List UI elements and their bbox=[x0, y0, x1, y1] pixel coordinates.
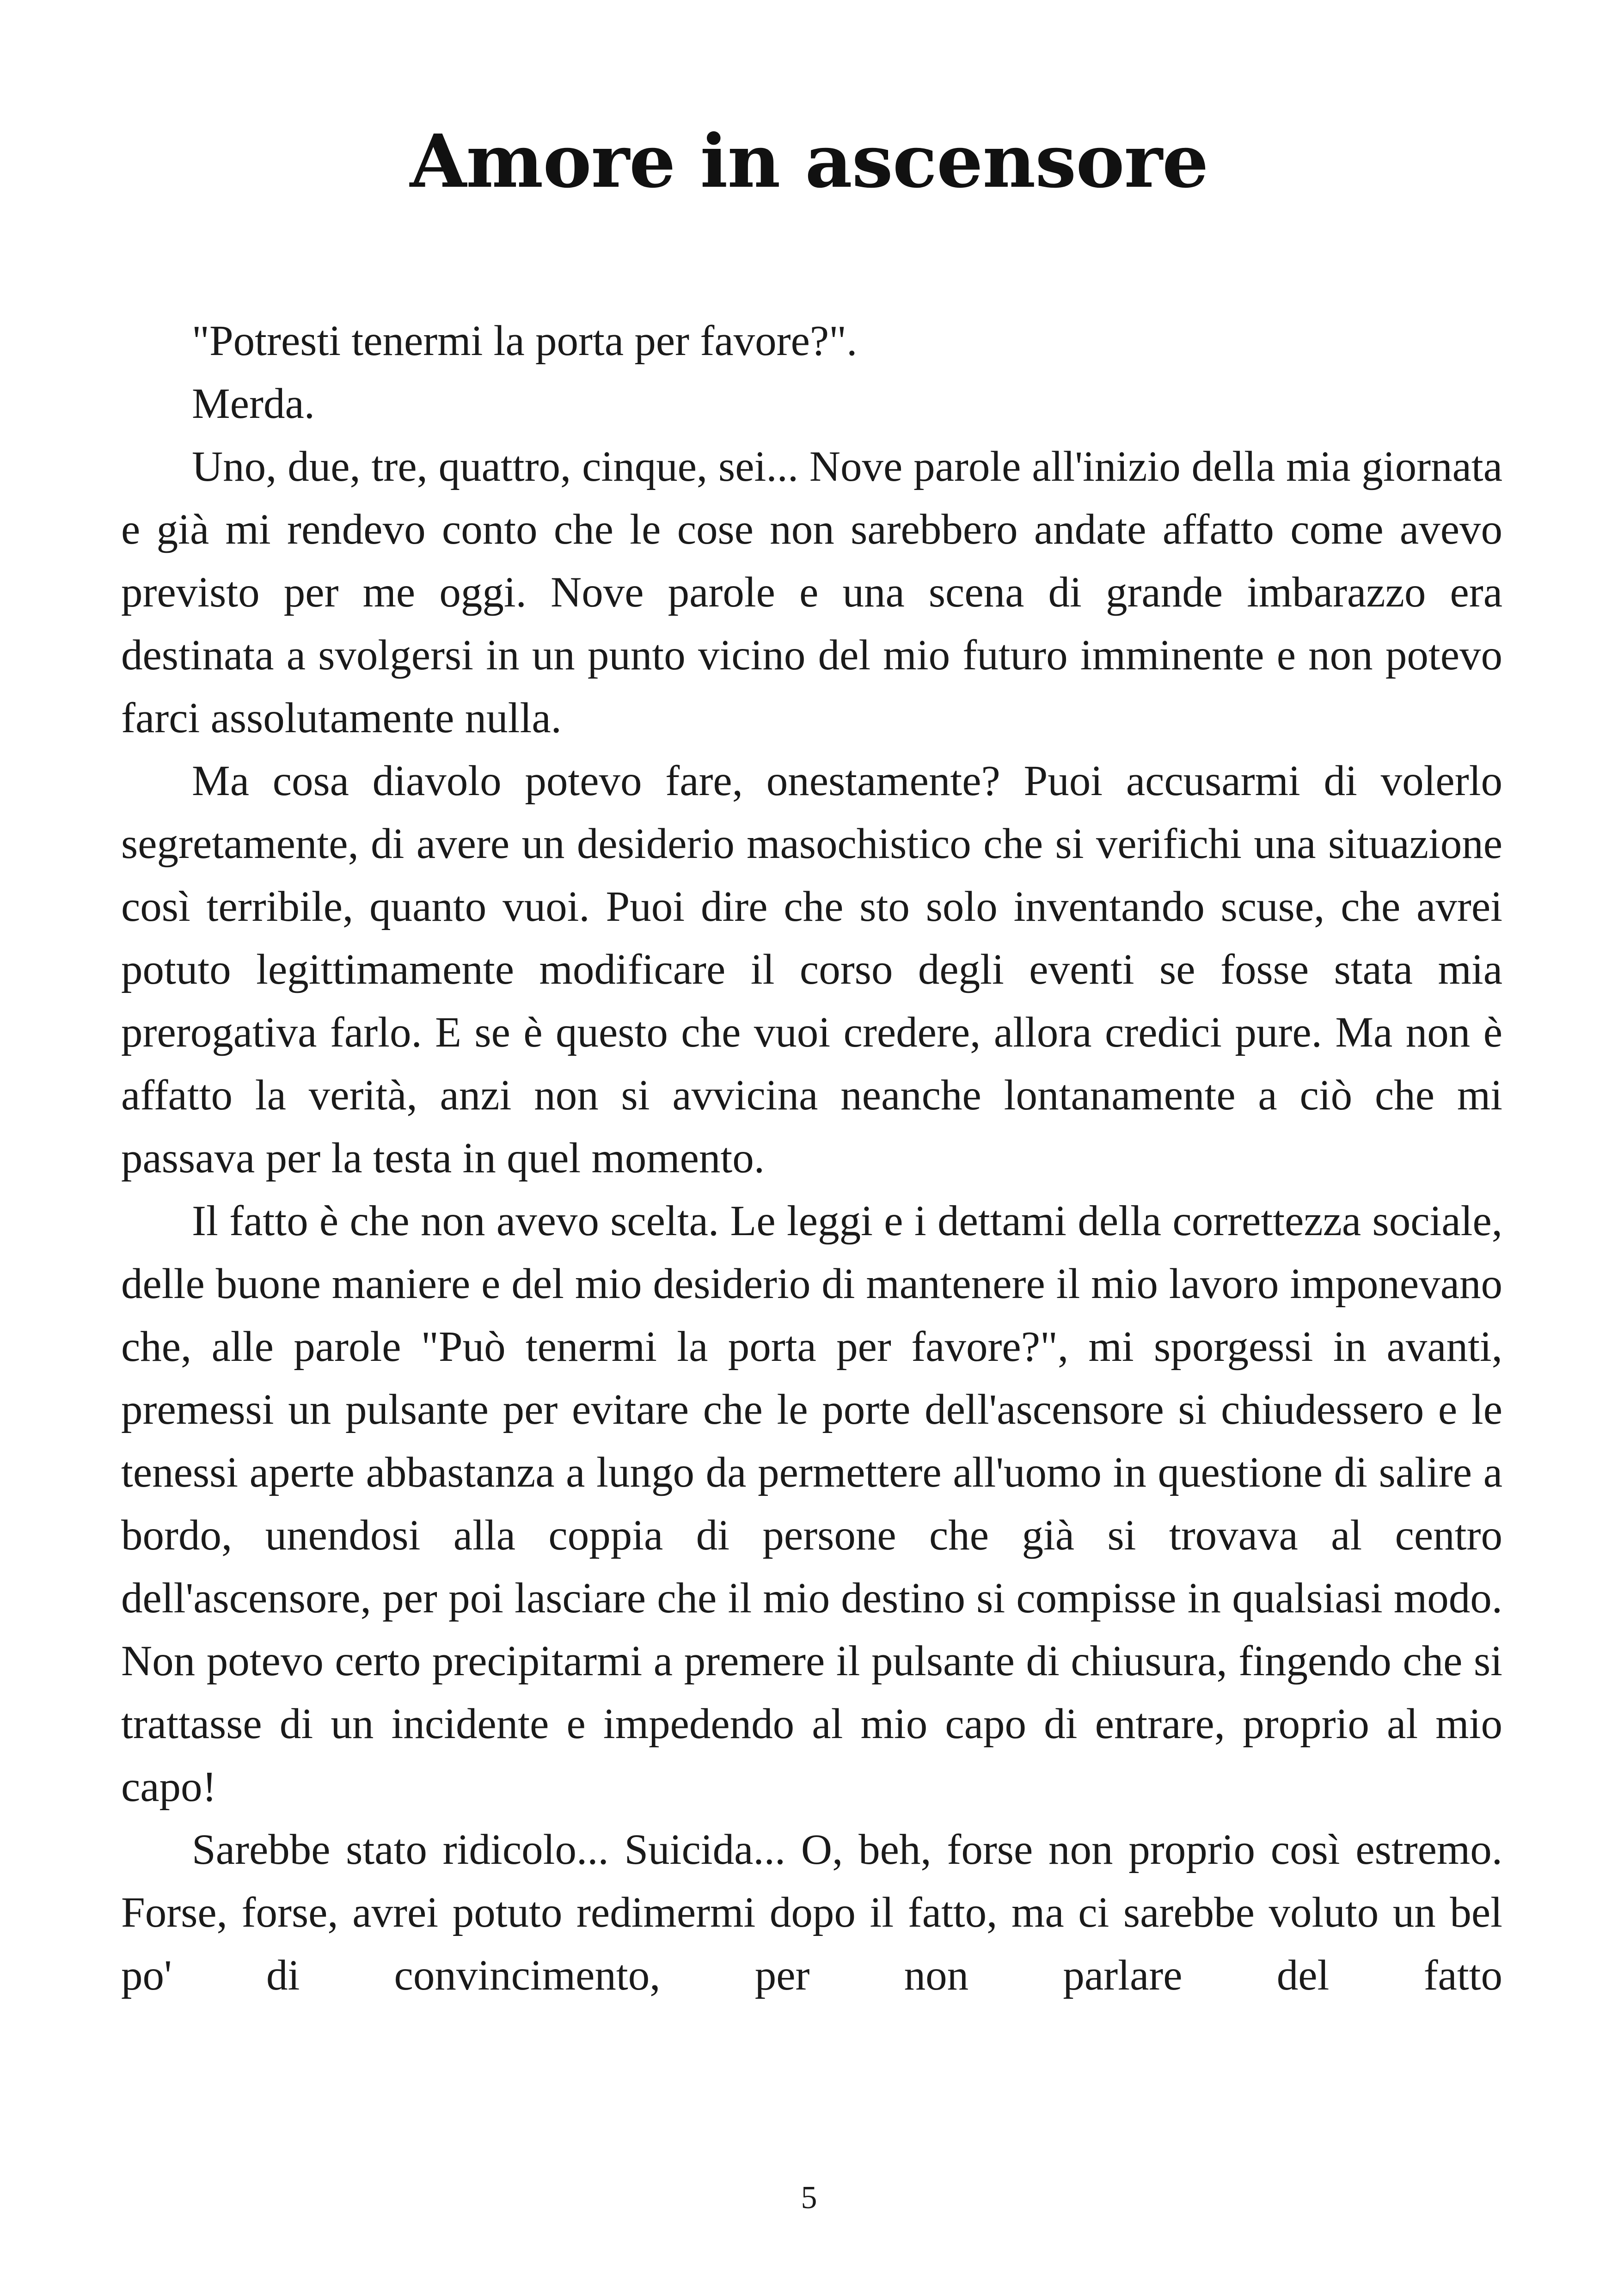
chapter-body bbox=[121, 310, 1502, 2007]
paragraph-2: Merda. bbox=[192, 380, 315, 428]
paragraph-1: "Potresti tenermi la porta per favore?". bbox=[192, 317, 858, 365]
page-number: 5 bbox=[801, 2180, 817, 2216]
paragraph-3: Uno, due, tre, quattro, cinque, sei... Nove parole all'inizio della mia giornata e già mi rendevo conto che le cose non sarebbero andate affatto come avevo previsto per me oggi. Nove parole e una scena di grande imbarazzo era destinata a svolgersi in un punto vicino del mio futuro imminente e non potevo farci assolutamente nulla. bbox=[121, 443, 1502, 742]
paragraph-5: Il fatto è che non avevo scelta. Le leggi e i dettami della correttezza sociale, delle buone maniere e del mio desiderio di mantenere il mio lavoro imponevano che, alle parole "Può tenermi la porta per favore?", mi sporgessi in avanti, premessi un pulsante per evitare che le porte dell'ascensore si chiudessero e le tenessi aperte abbastanza a lungo da permettere all'uomo in questione di salire a bordo, unendosi alla coppia di persone che già si trovava al centro dell'ascensore, per poi lasciare che il mio destino si compisse in qualsiasi modo. Non potevo certo precipitarmi a premere il pulsante di chiusura, fingendo che si trattasse di un incidente e impedendo al mio capo di entrare, proprio al mio capo! bbox=[121, 1197, 1502, 1811]
paragraph-4: Ma cosa diavolo potevo fare, onestamente? Puoi accusarmi di volerlo segretamente, di avere un desiderio masochistico che si verifichi una situazione così terribile, quanto vuoi. Puoi dire che sto solo inventando scuse, che avrei potuto legittimamente modificare il corso degli eventi se fosse stata mia prerogativa farlo. E se è questo che vuoi credere, allora credici pure. Ma non è affatto la verità, anzi non si avvicina neanche lontanamente a ciò che mi passava per la testa in quel momento. bbox=[121, 757, 1502, 1182]
paragraph-6: Sarebbe stato ridicolo... Suicida... O, beh, forse non proprio così estremo. Forse, forse, avrei potuto redimermi dopo il fatto, ma ci sarebbe voluto un bel po' di convincimento, per non parlare del fatto bbox=[121, 1826, 1502, 1999]
chapter-title: Amore in ascensore bbox=[410, 119, 1208, 204]
